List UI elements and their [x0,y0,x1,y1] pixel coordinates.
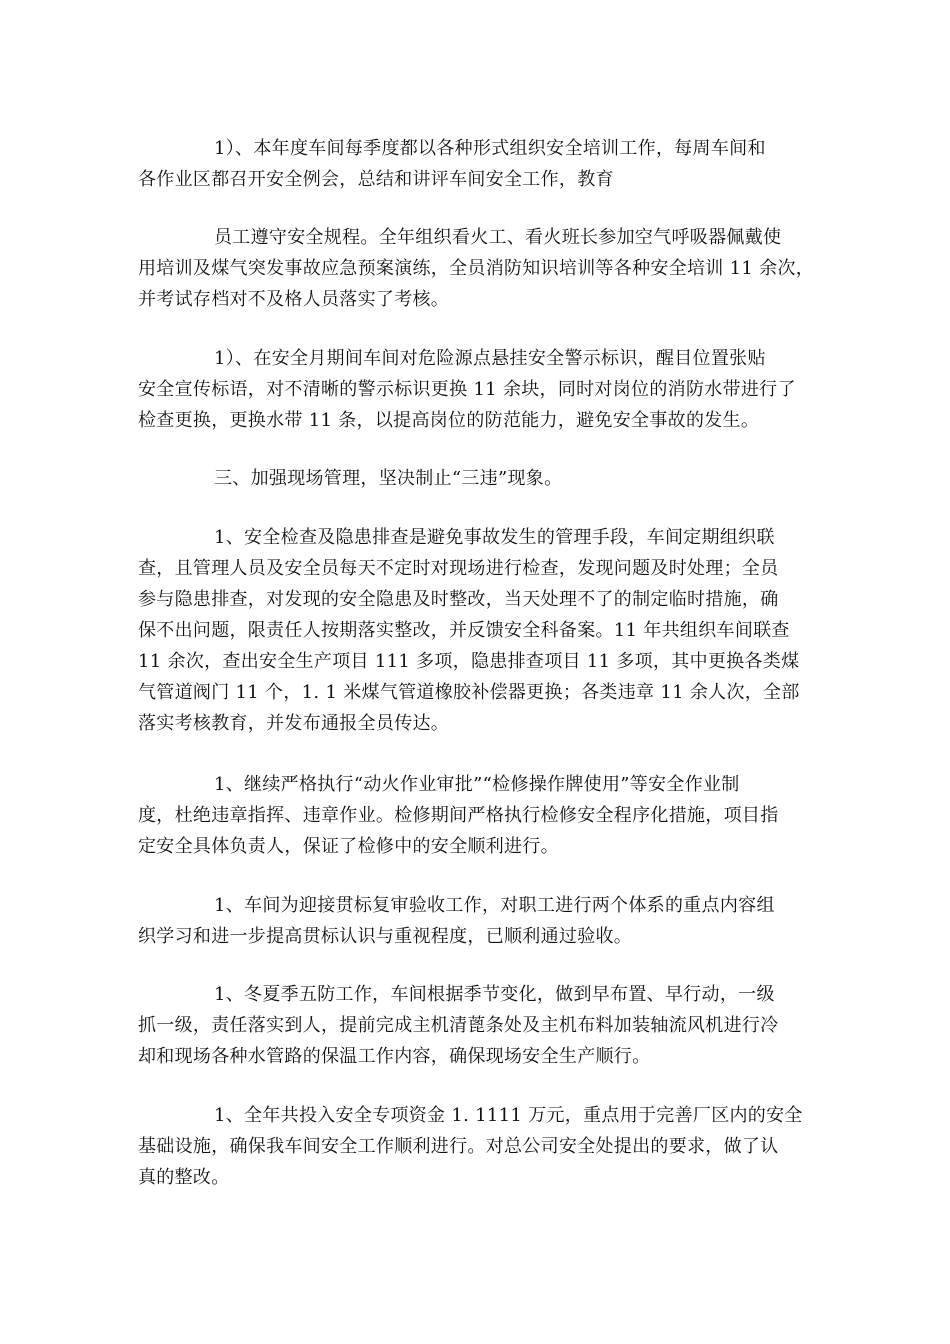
paragraph-2-line-3: 并考试存档对不及格人员落实了考核。 [138,289,450,310]
paragraph-5-line-2: 查，且管理人员及安全员每天不定时对现场进行检查，发现问题及时处理；全员 [138,558,779,579]
paragraph-3-line-3: 检查更换，更换水带 11 条，以提高岗位的防范能力，避免安全事故的发生。 [138,410,760,431]
paragraph-7-line-2: 织学习和进一步提高贯标认识与重视程度，已顺利通过验收。 [138,926,633,947]
paragraph-9-line-2: 基础设施，确保我车间安全工作顺利进行。对总公司安全处提出的要求，做了认 [138,1136,779,1157]
paragraph-1-line-2: 各作业区都召开安全例会，总结和讲评车间安全工作，教育 [138,169,614,190]
paragraph-8-line-3: 却和现场各种水管路的保温工作内容，确保现场安全生产顺行。 [138,1046,651,1067]
paragraph-2 [138,222,818,315]
paragraph-2-line-2: 用培训及煤气突发事故应急预案演练，全员消防知识培训等各种安全培训 11 余次， [138,258,815,279]
paragraph-5-line-3: 参与隐患排查，对发现的安全隐患及时整改，当天处理不了的制定临时措施，确 [138,589,779,610]
paragraph-8-line-1: 1、冬夏季五防工作，车间根据季节变化，做到早布置、早行动，一级 [214,984,775,1005]
paragraph-8 [138,979,818,1072]
section-heading-3 [138,463,818,494]
paragraph-7-line-1: 1、车间为迎接贯标复审验收工作，对职工进行两个体系的重点内容组 [214,895,775,916]
paragraph-3-line-1: 1）、在安全月期间车间对危险源点悬挂安全警示标识，醒目位置张贴 [214,348,766,369]
paragraph-6 [138,769,818,862]
paragraph-9-line-1: 1、全年共投入安全专项资金 1. 1111 万元，重点用于完善厂区内的安全 [214,1105,803,1126]
paragraph-6-line-1: 1、继续严格执行“动火作业审批”“检修操作牌使用”等安全作业制 [214,774,740,795]
paragraph-5-line-7: 落实考核教育，并发布通报全员传达。 [138,713,450,734]
paragraph-7 [138,890,818,952]
section-heading-3-line: 三、加强现场管理，坚决制止“三违”现象。 [214,468,563,489]
paragraph-5-line-6: 气管道阀门 11 个，1. 1 米煤气管道橡胶补偿器更换；各类违章 11 余人次，全部 [138,682,800,703]
paragraph-3-line-2: 安全宣传标语，对不清晰的警示标识更换 11 余块，同时对岗位的消防水带进行了 [138,379,796,400]
paragraph-5-line-4: 保不出问题，限责任人按期落实整改，并反馈安全科备案。11 年共组织车间联查 [138,620,790,641]
paragraph-5-line-1: 1、安全检查及隐患排查是避免事故发生的管理手段，车间定期组织联 [214,527,775,548]
paragraph-6-line-2: 度，杜绝违章指挥、违章作业。检修期间严格执行检修安全程序化措施，项目指 [138,805,779,826]
paragraph-6-line-3: 定安全具体负责人，保证了检修中的安全顺利进行。 [138,836,559,857]
paragraph-8-line-2: 抓一级，责任落实到人，提前完成主机清蓖条处及主机布料加装轴流风机进行冷 [138,1015,779,1036]
paragraph-9-line-3: 真的整改。 [138,1167,230,1188]
paragraph-2-line-1: 员工遵守安全规程。全年组织看火工、看火班长参加空气呼吸器佩戴使 [214,227,782,248]
paragraph-3 [138,343,818,436]
paragraph-1-line-1: 1）、本年度车间每季度都以各种形式组织安全培训工作，每周车间和 [214,138,766,159]
paragraph-1 [138,133,818,195]
paragraph-5-line-5: 11 余次，查出安全生产项目 111 多项，隐患排查项目 11 多项，其中更换各类煤 [138,651,800,672]
paragraph-5 [138,522,818,739]
paragraph-9 [138,1100,818,1193]
